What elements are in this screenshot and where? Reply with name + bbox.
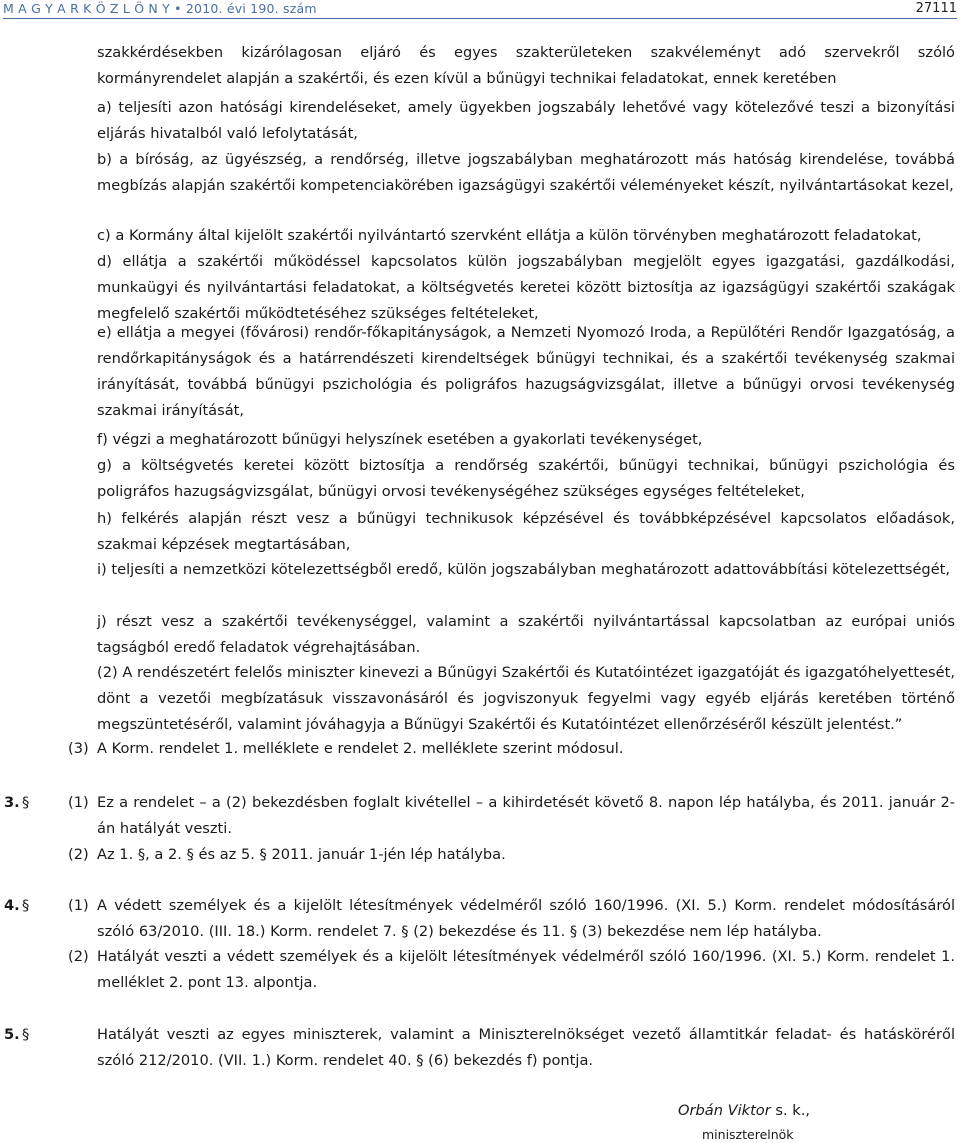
intro-paragraph: szakkérdésekben kizárólagosan eljáró és egyes szakterületeken szakvéleményt adó szervekről szóló kormányrendelet alapján a szakértői, és ezen kívül a bűnügyi technikai feladatokat, ennek keretében [97, 44, 955, 87]
page-header [3, 0, 957, 20]
section-5-text: Hatályát veszti az egyes miniszterek, valamint a Miniszterelnökséget vezető államtitkár feladat- és hatásköréről szóló 212/2010. (VII. 1.) Korm. rendelet 40. § (6) bekezdés f) pontja. [97, 1026, 955, 1069]
point-b: b) a bíróság, az ügyészség, a rendőrség, illetve jogszabályban meghatározott más hatóság kirendelése, továbbá megbízás alapján szakértői kompetenciakörében igazságügyi szakértői véleményeket készít, nyilvántartásokat kezel, [97, 151, 955, 194]
point-i: i) teljesíti a nemzetközi kötelezettségből eredő, külön jogszabályban meghatározott adattovábbítási kötelezettségét, [97, 561, 951, 578]
publication-title: M A G Y A R K Ö Z L Ö N Y • 2010. évi 190. szám [3, 1, 317, 16]
header-rule [3, 18, 957, 19]
point-j: j) részt vesz a szakértői tevékenységgel, valamint a szakértői nyilvántartással kapcsolatban az európai uniós tagságból eredő feladatok végrehajtásában. [97, 613, 955, 656]
signature-suffix: s. k., [770, 1102, 810, 1119]
section-4-item-1-number: (1) [68, 897, 89, 914]
section-4-sign: § [22, 897, 30, 914]
section-5-number: 5. [4, 1026, 20, 1043]
section-4-number: 4. [4, 897, 20, 914]
section-3-item-1-text: Ez a rendelet – a (2) bekezdésben foglalt kivétellel – a kihirdetését követő 8. napon lép hatályba, és 2011. január 2-án hatályát veszti. [97, 794, 955, 837]
section-3-item-2-text: Az 1. §, a 2. § és az 5. § 2011. január 1-jén lép hatályba. [97, 846, 506, 863]
item-3-text: A Korm. rendelet 1. melléklete e rendelet 2. melléklete szerint módosul. [97, 740, 624, 757]
point-h: h) felkérés alapján részt vesz a bűnügyi technikusok képzésével és továbbképzésével kapcsolatos előadások, szakmai képzések megtartásában, [97, 510, 955, 553]
section-3-item-1-number: (1) [68, 794, 89, 811]
point-a: a) teljesíti azon hatósági kirendeléseket, amely ügyekben jogszabály lehetővé vagy kötelezővé teszi a bizonyítási eljárás hivatalból való lefolytatását, [97, 99, 955, 142]
section-3-item-2-number: (2) [68, 846, 89, 863]
paragraph-2: (2) A rendészetért felelős miniszter kinevezi a Bűnügyi Szakértői és Kutatóintézet igazgatóját és igazgatóhelyettesét, dönt a vezetői megbízatásuk visszavonásáról és jogviszonyuk fegyelmi vagy egyéb eljárás keretében történő megszüntetéséről, valamint jóváhagyja a Bűnügyi Szakértői és Kutatóintézet ellenőrzéséről készült jelentést.” [97, 664, 955, 733]
item-3-number: (3) [68, 740, 89, 757]
signature-line [678, 1102, 810, 1119]
point-f: f) végzi a meghatározott bűnügyi helyszínek esetében a gyakorlati tevékenységet, [97, 431, 703, 448]
point-e: e) ellátja a megyei (fővárosi) rendőr-főkapitányságok, a Nemzeti Nyomozó Iroda, a Repülőtéri Rendőr Igazgatóság, a rendőrkapitányságok és a határrendészeti kirendeltségek bűnügyi technikai, és a szakértői tevékenység szakmai irányítását, továbbá bűnügyi pszichológia és poligráfos hazugságvizsgálat, illetve a bűnügyi orvosi tevékenység szakmai irányítását, [97, 324, 955, 419]
point-c: c) a Kormány által kijelölt szakértői nyilvántartó szervként ellátja a külön törvényben meghatározott feladatokat, [97, 227, 922, 244]
section-4-item-1-text: A védett személyek és a kijelölt létesítmények védelméről szóló 160/1996. (XI. 5.) Korm. rendelet módosításáról szóló 63/2010. (III. 18.) Korm. rendelet 7. § (2) bekezdése és 11. § (3) bekezdése nem lép hatályba. [97, 897, 955, 940]
point-g: g) a költségvetés keretei között biztosítja a rendőrség szakértői, bűnügyi technikai, bűnügyi pszichológia és poligráfos hazugságvizsgálat, bűnügyi orvosi tevékenységéhez szükséges egységes feltételeket, [97, 457, 955, 500]
section-4-item-2-text: Hatályát veszti a védett személyek és a kijelölt létesítmények védelméről szóló 160/1996. (XI. 5.) Korm. rendelet 1. melléklet 2. pont 13. alpontja. [97, 948, 955, 991]
point-d: d) ellátja a szakértői működéssel kapcsolatos külön jogszabályban megjelölt egyes igazgatási, gazdálkodási, munkaügyi és nyilvántartási feladatokat, a költségvetés keretei között biztosítja az igazságügyi szakértői szakágak megfelelő szakértői működtetéséhez szükséges feltételeket, [97, 253, 955, 322]
section-3-number: 3. [4, 794, 20, 811]
section-5-sign: § [22, 1026, 30, 1043]
section-4-item-2-number: (2) [68, 948, 89, 965]
signatory-role: miniszterelnök [702, 1127, 794, 1142]
section-3-sign: § [22, 794, 30, 811]
page-number: 27111 [915, 1, 957, 16]
signatory-name: Orbán Viktor [678, 1102, 771, 1119]
